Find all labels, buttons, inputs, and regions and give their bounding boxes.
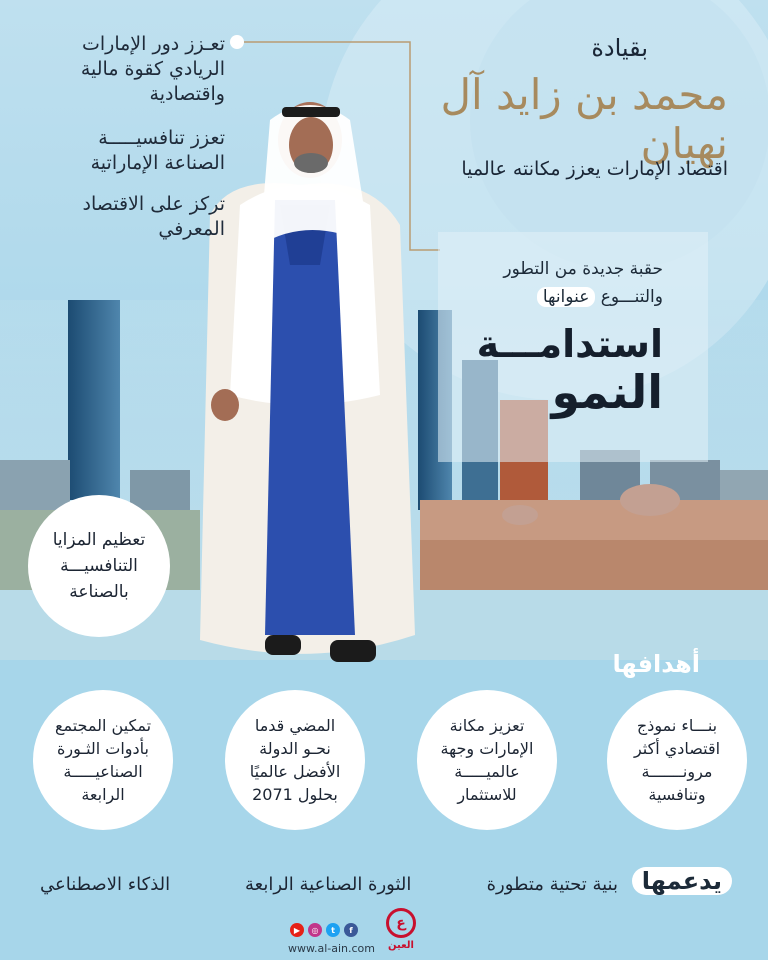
goal-circle xyxy=(417,690,557,830)
goals-label: أهدافها xyxy=(612,650,700,678)
side-circle-text: تعظيم المزايا التنافسيـــة بالصناعة xyxy=(52,530,146,602)
era-line2 xyxy=(423,284,663,310)
support-label: يدعمها xyxy=(632,867,732,895)
header-subtitle: اقتصاد الإمارات يعزز مكانته عالميا xyxy=(461,158,728,180)
header-small-title: بقيادة xyxy=(591,34,648,62)
facebook-icon[interactable]: f xyxy=(344,923,358,937)
goal-text: تمكين المجتمع بأدوات الثـورة الصناعيـــــة الرابعة xyxy=(54,716,152,804)
goal-circle xyxy=(33,690,173,830)
era-big-word2: النمو xyxy=(551,365,663,419)
goal-circle xyxy=(607,690,747,830)
era-big-word1: استدامـــة xyxy=(476,322,663,366)
era-line2-prefix: والتنـــوع xyxy=(600,287,663,307)
social-icons xyxy=(290,923,358,937)
instagram-icon[interactable]: ◎ xyxy=(308,923,322,937)
goal-text: بنـــاء نموذج اقتصادي أكثر مرونـــــــة وتنافسية xyxy=(633,716,721,804)
feature-item: تركز على الاقتصاد المعرفي xyxy=(82,193,225,240)
header-calligraphy-name: محمد بن زايد آل نهيان xyxy=(440,70,728,168)
side-circle xyxy=(28,495,170,637)
support-item: بنية تحتية متطورة xyxy=(486,874,618,895)
era-pill: عنوانها xyxy=(537,287,596,307)
support-item: الثورة الصناعية الرابعة xyxy=(245,874,412,895)
support-item: الذكاء الاصطناعي xyxy=(40,874,171,895)
youtube-icon[interactable]: ▶ xyxy=(290,923,304,937)
twitter-icon[interactable]: t xyxy=(326,923,340,937)
al-ain-logo-text: العين xyxy=(388,940,414,951)
feature-item: تعـزز دور الإمارات الريادي كقوة مالية واقتصادية xyxy=(80,33,225,105)
goal-text: تعزيز مكانة الإمارات وجهة عالميـــــة للاستثمار xyxy=(440,716,534,804)
site-url[interactable]: www.al-ain.com xyxy=(288,942,376,955)
goal-text: المضي قدما نحـو الدولة الأفضل عالميًا بحلول 2071 xyxy=(249,716,341,804)
feature-item: تعزز تنافسيـــــة الصناعة الإماراتية xyxy=(90,127,225,174)
al-ain-logo: ع xyxy=(386,908,416,938)
goal-circle xyxy=(225,690,365,830)
era-line1: حقبة جديدة من التطور xyxy=(503,259,663,279)
